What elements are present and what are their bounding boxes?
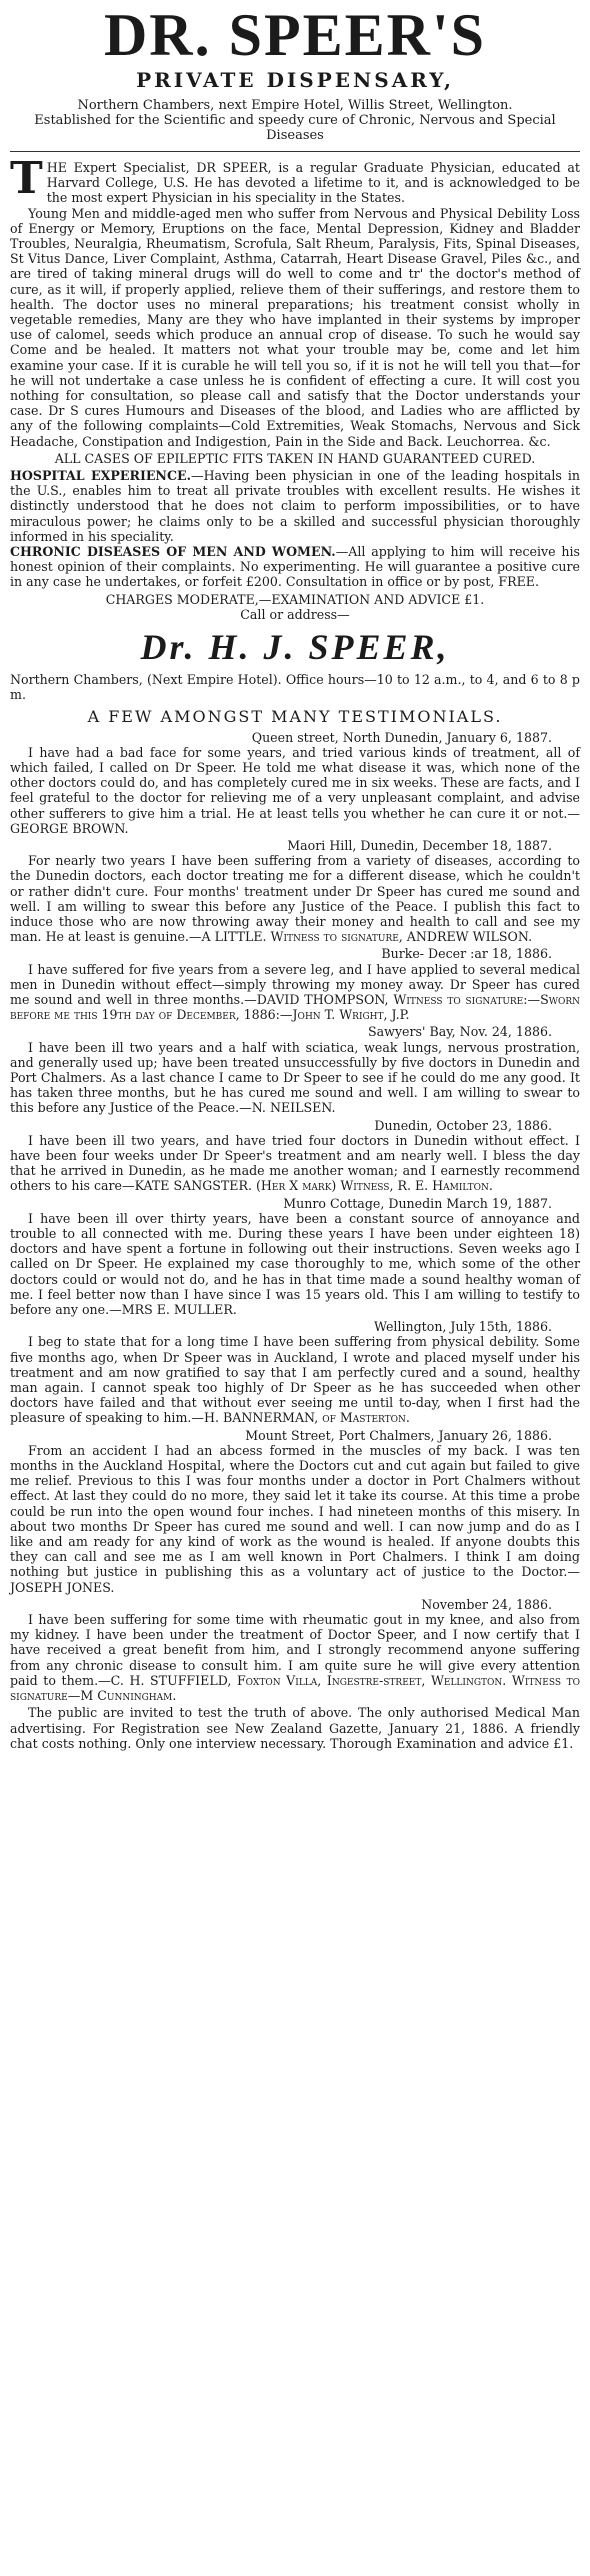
establishment-line: Established for the Scientific and speedy cure of Chronic, Nervous and Special Diseases bbox=[34, 113, 556, 143]
testimonial-body bbox=[10, 1612, 580, 1703]
testimonial-signer: GEORGE BROWN. bbox=[10, 820, 129, 836]
testimonial-text: I have suffered for five years from a severe leg, and I have applied to several medical men in Dunedin without effect—simply throwing my money away. Dr Speer has cured me sound and well in three months.— bbox=[10, 961, 580, 1007]
testimonial-place: Wellington, July 15th, 1886. bbox=[374, 1319, 552, 1335]
intro-text: HE Expert Specialist, DR SPEER, is a regular Graduate Physician, educated at Harvard College, U.S. He has devoted a lifetime to it, and is acknowledged to be the most expert Physician in his speciality in the States. bbox=[46, 160, 580, 206]
testimonial-text: I have been ill two years, and have tried four doctors in Dunedin without effect. I have been four weeks under Dr Speer's treatment and am nearly well. I bless the day that he arrived in Dunedin, as he made me another woman; and I earnestly recommend others to his care— bbox=[10, 1132, 580, 1194]
chronic-heading: CHRONIC DISEASES OF MEN AND WOMEN. bbox=[10, 544, 336, 560]
testimonial-text: From an accident I had an abcess formed in the muscles of my back. I was ten months in the Auckland Hospital, where the Doctors cut and cut again but failed to give me relief. Previous to this I was four months under a doctor in Port Chalmers without effect. At last they could do no more, they said let it take its course. At this time a probe could be run into the open wound four inches. I had nineteen months of this misery. In about two months Dr Speer has cured me sound and well. I can now jump and do as I like and am ready for any kind of work as the wound is healed. If anyone doubts this they can call and see me as I am well known in Port Chalmers. I think I am doing nothing but justice in publishing this as a voluntary act of justice to the Doctor.— bbox=[10, 1442, 580, 1580]
testimonial-place: Queen street, North Dunedin, January 6, 1887. bbox=[251, 729, 552, 745]
testimonial-body bbox=[10, 1133, 580, 1194]
testimonial-body bbox=[10, 962, 580, 1023]
testimonial-text: I have been ill over thirty years, have been a constant source of annoyance and trouble to all connected with me. During these years I have been under eighteen 18) doctors and have spent a fortune in following out their instructions. Seven weeks ago I called on Dr Speer. He explained my case thoroughly to me, which some of the other doctors could or would not do, and he has in that time made a sound healthy woman of me. I feel better now than I have since I was 15 years old. This I am willing to testify to before any one.— bbox=[10, 1210, 580, 1318]
conditions-paragraph: Young Men and middle-aged men who suffer from Nervous and Physical Debility Loss of Energy or Memory, Eruptions on the face, Mental Depression, Kidney and Bladder Troubles, Neuralgia, Rheumatism, Scrofula, Salt Rheum, Paralysis, Fits, Spinal Diseases, St Vitus Dance, Liver Complaint, Asthma, Catarrah, Heart Disease Gravel, Piles &c., and are tired of taking mineral drugs will do well to come and tr' the doctor's method of cure, as it will, if properly applied, relieve them of their sufferings, and restore them to health. The doctor uses no mineral preparations; his treatment consist wholly in vegetable remedies, Many are they who have implanted in their systems by improper use of calomel, seeds which produce an annual crop of disease. To such he would say Come and be healed. It matters not what your trouble may be, come and let him examine your case. If it is curable he will tell you so, if it is not he will tell you that—for he will not undertake a case unless he is confident of effecting a cure. It will cost you nothing for consultation, so please call and satisfy that the Doctor understands your case. Dr S cures Humours and Diseases of the blood, and Ladies who are afflicted by any of the following complaints—Cold Extremities, Weak Stomachs, Nervous and Sick Headache, Constipation and Indigestion, Pain in the Side and Back. Leuchorrea. &c. bbox=[10, 205, 580, 449]
doctor-name: Dr. H. J. SPEER, bbox=[140, 627, 450, 668]
testimonial-signer: H. BANNERMAN, of Masterton. bbox=[204, 1410, 410, 1426]
testimonial bbox=[10, 1196, 580, 1318]
hospital-text: —Having been physician in one of the leading hospitals in the U.S., enables him to treat all private troubles with excellent results. He wishes it distinctly understood that he does not claim to perform impossibilities, or to have miraculous power; he claims only to be a skilled and successful physician thoroughly informed in his speciality. bbox=[10, 468, 580, 544]
testimonial-text: I beg to state that for a long time I have been suffering from physical debility. Some five months ago, when Dr Speer was in Auckland, I wrote and placed myself under his treatment and am now gratified to say that I am perfectly cured and a sound, healthy man again. I cannot speak too highly of Dr Speer as he has succeeded when other doctors have failed and that without ever seeing me until to-day, when I first had the pleasure of speaking to him.— bbox=[10, 1334, 580, 1426]
testimonial-signer: KATE SANGSTER. (Her X mark) Witness, R. E. Hamilton. bbox=[134, 1178, 493, 1194]
chronic-paragraph bbox=[10, 544, 580, 590]
divider bbox=[10, 151, 580, 152]
testimonial bbox=[10, 946, 580, 1022]
testimonial bbox=[10, 730, 580, 836]
testimonial bbox=[10, 1118, 580, 1194]
hospital-paragraph bbox=[10, 468, 580, 544]
testimonial bbox=[10, 1024, 580, 1115]
hospital-heading: HOSPITAL EXPERIENCE. bbox=[10, 468, 191, 484]
epileptic-notice: ALL CASES OF EPILEPTIC FITS TAKEN IN HAND GUARANTEED CURED. bbox=[54, 450, 536, 466]
testimonial-place: Munro Cottage, Dunedin March 19, 1887. bbox=[283, 1195, 552, 1211]
testimonial-body bbox=[10, 745, 580, 836]
charges-line: CHARGES MODERATE,—EXAMINATION AND ADVICE £1. bbox=[105, 591, 485, 607]
testimonial-signer: MRS E. MULLER. bbox=[121, 1302, 237, 1318]
testimonial-body bbox=[10, 1443, 580, 1595]
testimonial-place: Sawyers' Bay, Nov. 24, 1886. bbox=[368, 1024, 552, 1040]
testimonial-place: Mount Street, Port Chalmers, January 26, 1886. bbox=[245, 1427, 552, 1443]
testimonial-place: Burke- Decer :ar 18, 1886. bbox=[381, 946, 552, 962]
testimonial-text: For nearly two years I have been suffering from a variety of diseases, according to the Dunedin doctors, each doctor treating me for a different disease, which he couldn't or rather didn't cure. Four months' treatment under Dr Speer has cured me sound and well. I am willing to swear this before any Justice of the Peace. I publish this fact to induce those who are now throwing away their money and health to call and see my man. He at least is genuine.—A bbox=[10, 853, 580, 945]
testimonial bbox=[10, 1597, 580, 1703]
masthead-title: DR. SPEER'S bbox=[103, 2, 487, 68]
testimonial-place: November 24, 1886. bbox=[421, 1596, 552, 1612]
testimonial-signer: C. H. STUFFIELD, Foxton Villa, Ingestre-street, Wellington. Witness to signature—M Cunningham. bbox=[10, 1672, 580, 1704]
testimonial bbox=[10, 838, 580, 944]
intro-paragraph bbox=[10, 153, 580, 206]
masthead-subtitle: PRIVATE DISPENSARY, bbox=[136, 68, 454, 92]
closing-paragraph: The public are invited to test the truth of above. The only authorised Medical Man advertising. For Registration see New Zealand Gazette, January 21, 1886. A friendly chat costs nothing. Only one interview necessary. Thorough Examination and advice £1. bbox=[10, 1705, 580, 1751]
address-line: Northern Chambers, next Empire Hotel, Willis Street, Wellington. bbox=[77, 98, 513, 113]
testimonial-signer: JOSEPH JONES. bbox=[10, 1579, 115, 1595]
testimonial-body bbox=[10, 1334, 580, 1425]
testimonial-signer: DAVID THOMPSON, Witness to signature:—Sworn before me this 19th day of December, 1886:—John T. Wright, J.P. bbox=[10, 991, 580, 1023]
testimonial-place: Maori Hill, Dunedin, December 18, 1887. bbox=[287, 837, 552, 853]
testimonial bbox=[10, 1319, 580, 1425]
testimonial-text: I have been ill two years and a half with sciatica, weak lungs, nervous prostration, and generally used up; have been treated unsuccessfully by five doctors in Dunedin and Port Chalmers. As a last chance I came to Dr Speer to see if he could do me any good. It has taken three months, but he has cured me sound and well. I am willing to swear to this before any Justice of the Peace.— bbox=[10, 1039, 580, 1116]
testimonial-place: Dunedin, October 23, 1886. bbox=[374, 1117, 552, 1133]
testimonial-body bbox=[10, 1040, 580, 1116]
testimonial-text: I have had a bad face for some years, and tried various kinds of treatment, all of which failed, I called on Dr Speer. He told me what disease it was, which none of the other doctors could do, and has completely cured me in six weeks. These are facts, and I feel grateful to the doctor for relieving me of a very unpleasant complaint, and advise other sufferers to give him a trial. He at least tells you whether he can cure it or not.— bbox=[10, 744, 580, 821]
testimonial-signer: N. NEILSEN. bbox=[251, 1100, 336, 1116]
chronic-text: —All applying to him will receive his honest opinion of their complaints. No experimenting. He will guarantee a positive cure in any case he undertakes, or forfeit £200. Consultation in office or by post, FREE. bbox=[10, 544, 580, 590]
testimonial-body bbox=[10, 1211, 580, 1317]
drop-cap: T bbox=[10, 153, 43, 204]
testimonial bbox=[10, 1428, 580, 1595]
call-line: Call or address— bbox=[240, 606, 350, 622]
testimonials-title: A FEW AMONGST MANY TESTIMONIALS. bbox=[87, 706, 503, 726]
office-hours: Northern Chambers, (Next Empire Hotel). Office hours—10 to 12 a.m., to 4, and 6 to 8 p m. bbox=[10, 672, 580, 703]
testimonial-body bbox=[10, 853, 580, 944]
advertisement bbox=[10, 0, 580, 1751]
testimonial-text: I have been suffering for some time with rheumatic gout in my knee, and also from my kidney. I have been under the treatment of Doctor Speer, and I now certify that I have received a great benefit from him, and I strongly recommend anyone suffering from any chronic disease to consult him. I am quite sure he will give every attention paid to them.— bbox=[10, 1612, 580, 1688]
testimonials-list bbox=[10, 730, 580, 1704]
testimonial-signer: LITTLE. Witness to signature, ANDREW WILSON. bbox=[214, 929, 533, 945]
